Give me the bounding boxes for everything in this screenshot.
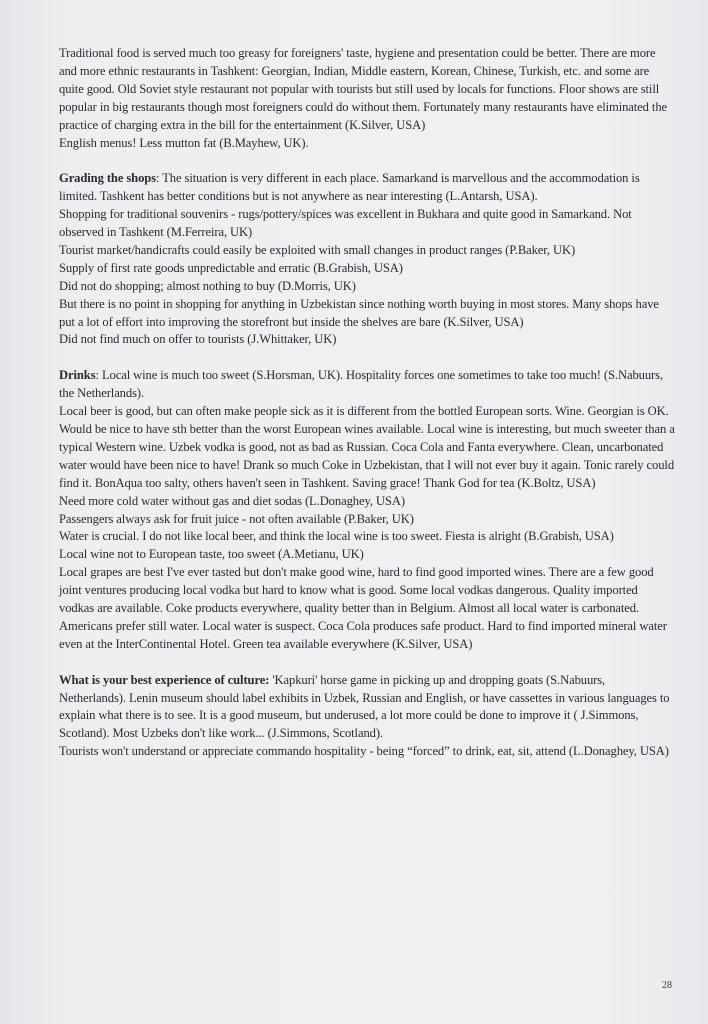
- section-drinks: [59, 367, 675, 654]
- text-line: Passengers always ask for fruit juice - not often available (P.Baker, UK): [59, 511, 414, 526]
- text-line: Tourist market/handicrafts could easily be exploited with small changes in product ranges (P.Baker, UK): [59, 242, 576, 257]
- text-line: English menus! Less mutton fat (B.Mayhew, UK).: [59, 135, 309, 150]
- text-line: Supply of first rate goods unpredictable and erratic (B.Grabish, USA): [59, 260, 403, 275]
- text-line: But there is no point in shopping for anything in Uzbekistan since nothing worth buying in most stores. Many shops have put a lot of effort into improving the storefront but inside the shelves are bare (K.Silver, USA): [59, 296, 659, 329]
- section-heading: Drinks: [59, 368, 96, 383]
- section-body: 'Kapkuri' horse game in picking up and dropping goats (S.Nabuurs, Netherlands). Lenin museum should label exhibits in Uzbek, Russian and English, or have cassettes in various languages to explain what there is to see. It is a good museum, but underused, a lot more could be done to improve it ( J.Simmons, Scotland). Most Uzbeks don't like work... (J.Simmons, Scotland).: [59, 672, 670, 741]
- text-line: Shopping for traditional souvenirs - rugs/pottery/spices was excellent in Bukhara and quite good in Samarkand. Not observed in Tashkent (M.Ferreira, UK): [59, 207, 632, 240]
- text-line: Local beer is good, but can often make people sick as it is different from the bottled European sorts. Wine. Georgian is OK. Would be nice to have sth better than the worst European wines available. Local wine is interesting, but much sweeter than a typical Western wine. Uzbek vodka is good, not as bad as Russian. Coca Cola and Fanta everywhere. Clean, uncarbonated water would have been nice to have! Drank so much Coke in Uzbekistan, that I will not ever buy it again. Tonic rarely could find it. BonAqua too salty, others haven't seen in Tashkent. Saving grace! Thank God for tea (K.Boltz, USA): [59, 404, 675, 490]
- text-line: Did not do shopping; almost nothing to buy (D.Morris, UK): [59, 278, 356, 293]
- section-body: Traditional food is served much too greasy for foreigners' taste, hygiene and presentation could be better. There are more and more ethnic restaurants in Tashkent: Georgian, Indian, Middle eastern, Korean, Chinese, Turkish, etc. and some are quite good. Old Soviet style restaurant not popular with tourists but still used by locals for functions. Floor shows are still popular in big restaurants though most foreigners could do without them. Fortunately many restaurants have eliminated the practice of charging extra in the bill for the entertainment (K.Silver, USA): [59, 46, 668, 132]
- page-content: [59, 45, 675, 761]
- section-heading: Grading the shops: [59, 171, 156, 186]
- section-body: : The situation is very different in each place. Samarkand is marvellous and the accommodation is limited. Tashkent has better conditions but is not anywhere as near interesting (L.Antarsh, USA).: [59, 171, 640, 204]
- text-line: Local grapes are best I've ever tasted but don't make good wine, hard to find good imported wines. There are a few good joint ventures producing local vodka but hard to know what is good. Some local vodkas dangerous. Quality imported vodkas are available. Coke products everywhere, quality better than in Belgium. Almost all local water is carbonated. Americans prefer still water. Local water is suspect. Coca Cola produces safe product. Hard to find imported mineral water even at the InterContinental Hotel. Green tea available everywhere (K.Silver, USA): [59, 565, 667, 651]
- section-shops: [59, 170, 675, 349]
- text-line: Did not find much on offer to tourists (J.Whittaker, UK): [59, 332, 337, 347]
- text-line: Tourists won't understand or appreciate commando hospitality - being “forced” to drink, eat, sit, attend (L.Donaghey, USA): [59, 744, 669, 759]
- section-heading: What is your best experience of culture:: [59, 672, 270, 687]
- section-body: : Local wine is much too sweet (S.Horsman, UK). Hospitality forces one sometimes to take too much! (S.Nabuurs, the Netherlands).: [59, 368, 664, 401]
- text-line: Need more cold water without gas and diet sodas (L.Donaghey, USA): [59, 493, 405, 508]
- section-culture: [59, 672, 675, 762]
- section-food: [59, 45, 675, 152]
- page-number: 28: [662, 980, 672, 991]
- text-line: Water is crucial. I do not like local beer, and think the local wine is too sweet. Fiesta is alright (B.Grabish, USA): [59, 529, 614, 544]
- text-line: Local wine not to European taste, too sweet (A.Metianu, UK): [59, 547, 364, 562]
